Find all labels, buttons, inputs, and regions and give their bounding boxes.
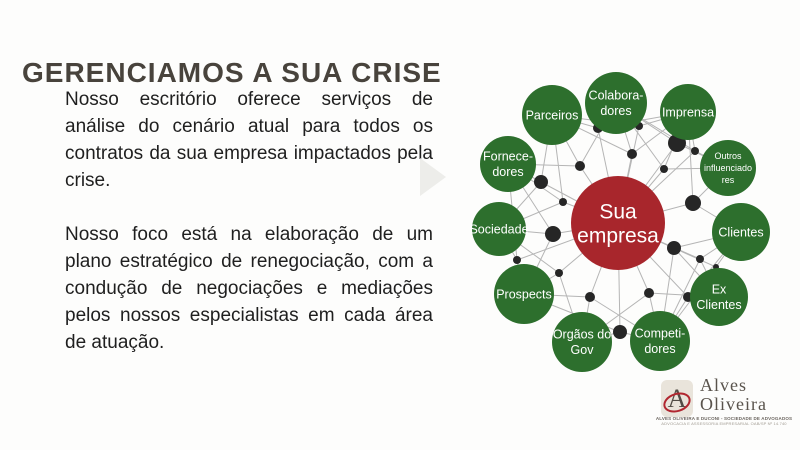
stakeholder-diagram [458, 70, 778, 390]
svg-text:ExClientes: Ex Clientes [696, 282, 742, 313]
connector-node [613, 325, 627, 339]
connector-node [513, 256, 521, 264]
svg-text:Parceiros: Parceiros [525, 108, 579, 123]
connector-node [585, 292, 595, 302]
logo-emblem-icon [661, 380, 693, 417]
connector-node [555, 269, 563, 277]
logo-tagline-2: ADVOCACIA E ASSESSORIA EMPRESARIAL OAB/SP Nº 14.740 [661, 421, 787, 426]
hub-circle [571, 176, 665, 270]
stakeholder-circle [469, 202, 528, 256]
connector-node [660, 165, 668, 173]
stakeholder-circle [480, 136, 536, 192]
connector-node [644, 288, 654, 298]
logo-letter: A [667, 384, 687, 413]
logo-taglines [648, 416, 800, 426]
connector-node [696, 255, 704, 263]
stakeholder-circle [660, 84, 716, 140]
svg-text:Imprensa: Imprensa [661, 105, 715, 120]
stakeholder-circle [712, 203, 770, 261]
connector-node [691, 147, 699, 155]
connector-node [685, 195, 701, 211]
svg-text:Colabora-dores: Colabora-dores [588, 88, 644, 119]
logo-name-line1: Alves [700, 375, 747, 395]
connector-node [559, 198, 567, 206]
connector-node [534, 175, 548, 189]
svg-text:Clientes: Clientes [718, 225, 764, 240]
logo-name [700, 376, 767, 414]
stakeholder-circle [522, 85, 582, 145]
body-text [65, 86, 433, 383]
logo-tagline-1: ALVES OLIVEIRA E DUCONI - SOCIEDADE DE ADVOGADOS [655, 416, 793, 421]
slide-title: GERENCIAMOS A SUA CRISE [22, 56, 442, 88]
svg-text:Competi-dores: Competi-dores [634, 326, 686, 357]
connector-node [545, 226, 561, 242]
connector-node [575, 161, 585, 171]
svg-text:Outrosinfluenciadores: Outros influenciado res [703, 151, 753, 186]
play-arrow-watermark-icon [420, 158, 446, 196]
stakeholder-circle [552, 312, 612, 372]
stakeholder-circle [630, 311, 690, 371]
connector-node [667, 241, 681, 255]
logo-name-line2: Oliveira [700, 394, 767, 414]
stakeholder-circle [494, 264, 554, 324]
svg-text:Prospects: Prospects [496, 287, 552, 302]
paragraph-2: Nosso foco está na elaboração de um plano estratégico de renegociação, com a condução de negociações e mediações pelos nossos especialistas em cada área de atuação. [65, 224, 433, 353]
stakeholder-circle [585, 72, 647, 134]
stakeholder-circle [700, 140, 756, 196]
paragraph-1: Nosso escritório oferece serviços de análise do cenário atual para todos os contratos da sua empresa impactados pela crise. [65, 89, 433, 191]
svg-text:Sociedade: Sociedade [469, 222, 529, 237]
connector-node [627, 149, 637, 159]
svg-text:Suaempresa: Sua empresa [577, 200, 659, 248]
svg-text:Orgãos doGov: Orgãos do Gov [552, 327, 612, 358]
stakeholder-circle [690, 268, 748, 326]
svg-text:Fornece-dores: Fornece-dores [482, 149, 534, 180]
